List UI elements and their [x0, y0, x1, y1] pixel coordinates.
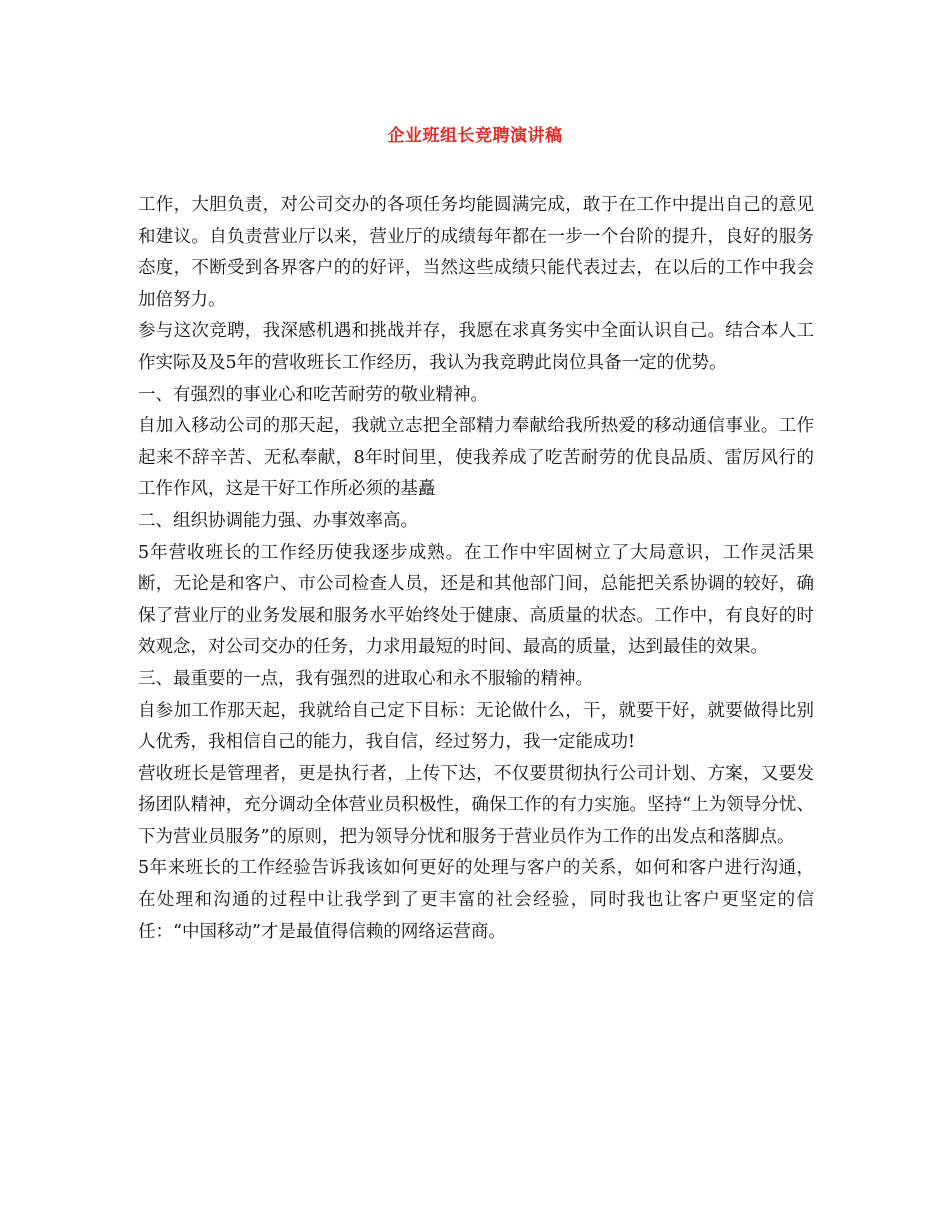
paragraph-7: 5年来班长的工作经验告诉我该如何更好的处理与客户的关系，如何和客户进行沟通，在处理和沟通的过程中让我学到了更丰富的社会经验，同时我也让客户更坚定的信任：“中国移动”才是最值得信赖的网络运营商。: [138, 858, 814, 942]
document-title: 企业班组长竞聘演讲稿: [387, 126, 563, 146]
paragraph-2: 参与这次竞聘，我深感机遇和挑战并存，我愿在求真务实中全面认识自己。结合本人工作实际及及5年的营收班长工作经历，我认为我竞聘此岗位具备一定的优势。: [138, 321, 814, 373]
section-heading-3: 三、最重要的一点，我有强烈的进取心和永不服输的精神。: [138, 668, 593, 689]
paragraph-1: 工作，大胆负责，对公司交办的各项任务均能圆满完成，敢于在工作中提出自己的意见和建议。自负责营业厅以来，营业厅的成绩每年都在一步一个台阶的提升，良好的服务态度，不断受到各界客户的的好评，当然这些成绩只能代表过去，在以后的工作中我会加倍努力。: [138, 195, 814, 310]
paragraph-3: 自加入移动公司的那天起，我就立志把全部精力奉献给我所热爱的移动通信事业。工作起来不辞辛苦、无私奉献，8年时间里，使我养成了吃苦耐劳的优良品质、雷厉风行的工作作风，这是干好工作所必须的基矗: [138, 416, 814, 500]
paragraph-5: 自参加工作那天起，我就给自己定下目标：无论做什么，干，就要干好，就要做得比别人优秀，我相信自己的能力，我自信，经过努力，我一定能成功!: [138, 700, 814, 753]
document-body: [138, 190, 814, 948]
section-heading-1: 一、有强烈的事业心和吃苦耐劳的敬业精神。: [138, 384, 488, 405]
section-heading-2: 二、组织协调能力强、办事效率高。: [138, 510, 418, 531]
paragraph-4: 5年营收班长的工作经历使我逐步成熟。在工作中牢固树立了大局意识，工作灵活果断，无论是和客户、市公司检查人员，还是和其他部门间，总能把关系协调的较好，确保了营业厅的业务发展和服务水平始终处于健康、高质量的状态。工作中，有良好的时效观念，对公司交办的任务，力求用最短的时间、最高的质量，达到最佳的效果。: [138, 542, 814, 658]
paragraph-6: 营收班长是管理者，更是执行者，上传下达，不仅要贯彻执行公司计划、方案，又要发扬团队精神，充分调动全体营业员积极性，确保工作的有力实施。坚持“上为领导分忧、下为营业员服务”的原则，把为领导分忧和服务于营业员作为工作的出发点和落脚点。: [138, 763, 814, 847]
